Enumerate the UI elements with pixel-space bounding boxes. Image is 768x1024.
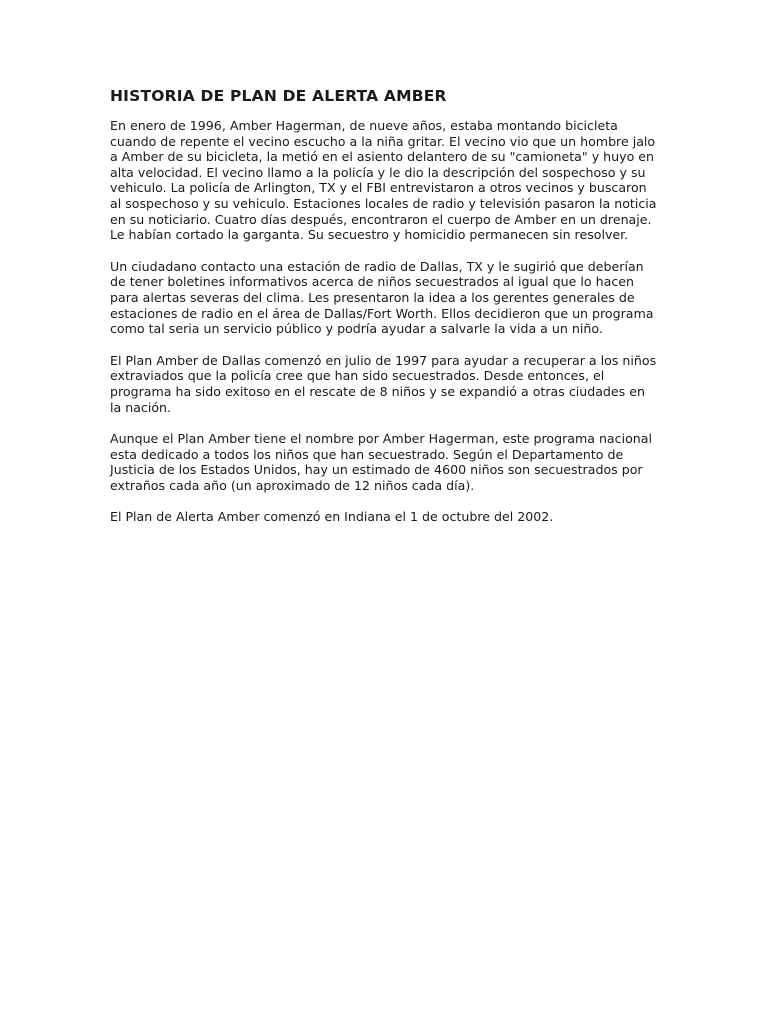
paragraph-1: En enero de 1996, Amber Hagerman, de nueve años, estaba montando bicicleta cuando de repente el vecino escucho a la niña gritar. El vecino vio que un hombre jalo a Amber de su bicicleta, la metió en el asiento delantero de su "camioneta" y huyo en alta velocidad. El vecino llamo a la policía y le dio la descripción del sospechoso y su vehiculo. La policía de Arlington, TX y el FBI entrevistaron a otros vecinos y buscaron al sospechoso y su vehiculo. Estaciones locales de radio y televisión pasaron la noticia en su noticiario. Cuatro días después, encontraron el cuerpo de Amber en un drenaje. Le habían cortado la garganta. Su secuestro y homicidio permanecen sin resolver. <box>110 118 657 243</box>
paragraph-5: El Plan de Alerta Amber comenzó en Indiana el 1 de octubre del 2002. <box>110 509 554 525</box>
paragraph-4: Aunque el Plan Amber tiene el nombre por Amber Hagerman, este programa nacional esta dedicado a todos los niños que han secuestrado. Según el Departamento de Justicia de los Estados Unidos, hay un estimado de 4600 niños son secuestrados por extraños cada año (un aproximado de 12 niños cada día). <box>110 431 652 493</box>
document-title: HISTORIA DE PLAN DE ALERTA AMBER <box>110 87 447 105</box>
document-content <box>110 86 660 541</box>
paragraph-3: El Plan Amber de Dallas comenzó en julio de 1997 para ayudar a recuperar a los niños extraviados que la policía cree que han sido secuestrados. Desde entonces, el programa ha sido exitoso en el rescate de 8 niños y se expandió a otras ciudades en la nación. <box>110 352 657 415</box>
paragraph-2: Un ciudadano contacto una estación de radio de Dallas, TX y le sugirió que deberían de tener boletines informativos acerca de niños secuestrados al igual que lo hacen para alertas severas del clima. Les presentaron la idea a los gerentes generales de estaciones de radio en el área de Dallas/Fort Worth. Ellos decidieron que un programa como tal seria un servicio público y podría ayudar a salvarle la vida a un niño. <box>110 258 654 337</box>
